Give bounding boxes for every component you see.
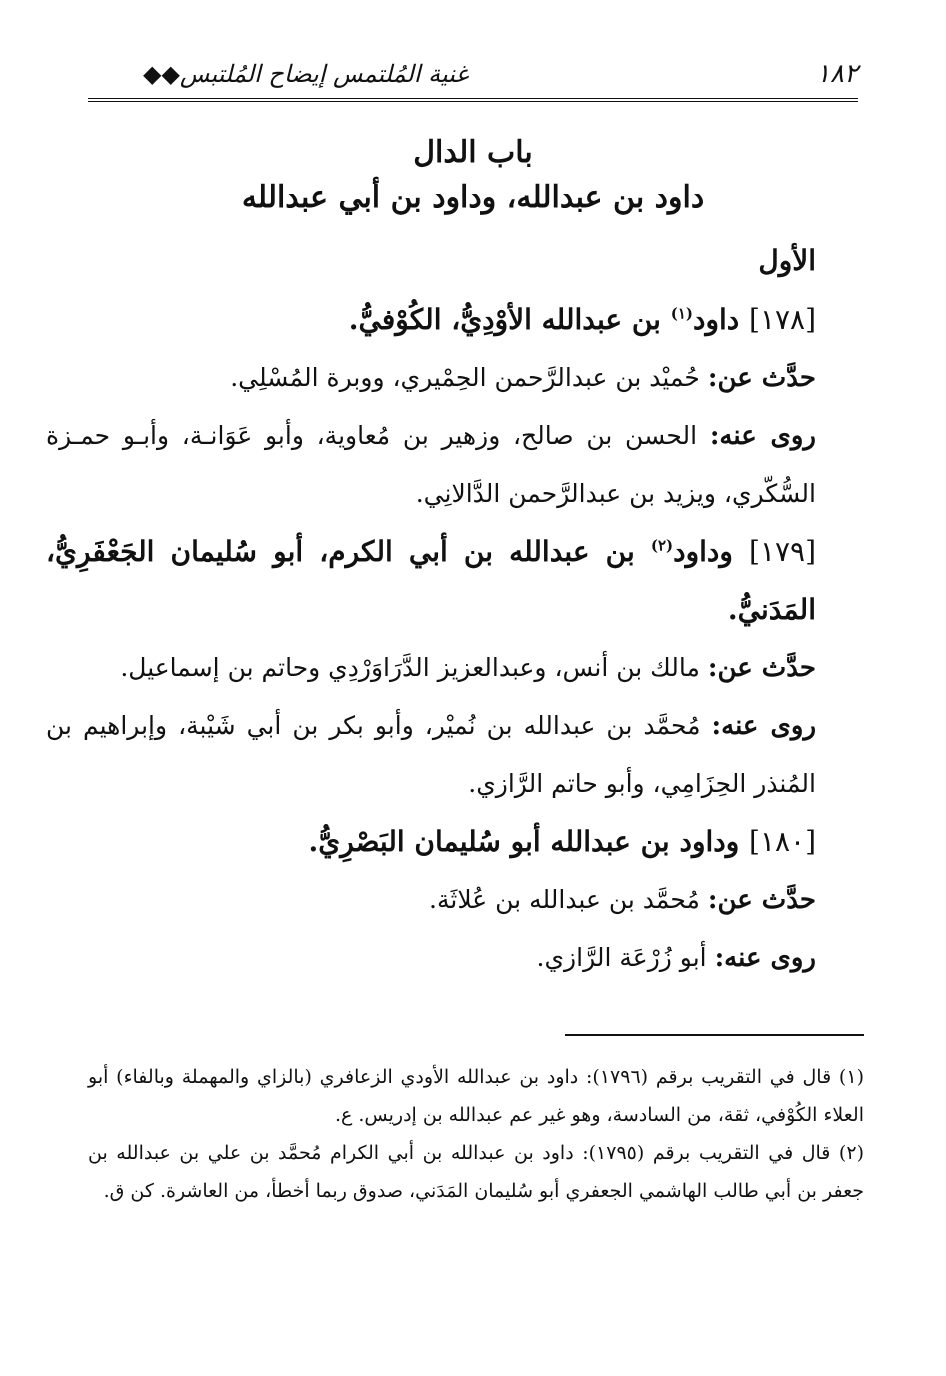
narrated-from-text: حُميْد بن عبدالرَّحمن الحِمْيري، ووبرة المُسْلِي. (230, 363, 700, 392)
narrated-from-text: مُحمَّد بن عبدالله بن عُلاثَة. (429, 885, 700, 914)
narrators (46, 697, 816, 813)
running-title: غنية المُلتمس إيضاح المُلتبس◆◆ (143, 60, 469, 88)
entry-heading (88, 813, 816, 871)
chapter-title: باب الدال (413, 135, 533, 170)
entry-name-prefix: داود (693, 303, 740, 336)
entry-heading (46, 523, 816, 639)
narrated-from (88, 871, 816, 929)
footnote: (١) قال في التقريب برقم (١٧٩٦): داود بن عبدالله الأودي الزعافري (بالزاي والمهملة وبالفاء) أبو العلاء الكُوْفي، ثقة، من السادسة، وهو غير عم عبدالله بن إدريس. ع. (88, 1066, 864, 1126)
entry-name-prefix: وداود (679, 825, 740, 858)
narrated-from-text: مالك بن أنس، وعبدالعزيز الدَّرَاوَرْدِي وحاتم بن إسماعيل. (120, 653, 700, 682)
narrated-from (88, 639, 816, 697)
narrators-text: مُحمَّد بن عبدالله بن نُميْر، وأبو بكر بن أبي شَيْبة، وإبراهيم بن المُنذر الحِزَامِي، وأبو حاتم الرَّازي. (46, 711, 816, 798)
entry-number: [١٧٩] (749, 535, 816, 568)
section-label: الأول (758, 244, 816, 277)
entry-heading (88, 291, 816, 349)
header-rule (88, 98, 858, 106)
footnote-separator (565, 1034, 864, 1036)
footnotes (88, 1058, 864, 1210)
narrators (46, 407, 816, 523)
entry-name-prefix: وداود (673, 535, 733, 568)
narrators-label: روى عنه: (709, 421, 816, 451)
narrators-text: أبو زُرْعَة الرَّازي. (536, 943, 707, 972)
narrators (88, 929, 816, 987)
entry-name: بن عبدالله أبو سُليمان البَصْرِيُّ. (308, 825, 670, 858)
narrators-label: روى عنه: (711, 711, 816, 741)
entry-name: بن عبدالله بن أبي الكرم، أبو سُليمان الجَعْفَرِيُّ، المَدَنيُّ. (46, 535, 816, 626)
footnote-ref: (١) (670, 304, 693, 323)
chapter-subheading: داود بن عبدالله، وداود بن أبي عبدالله (241, 180, 705, 215)
narrated-from (88, 349, 816, 407)
narrators-text: الحسن بن صالح، وزهير بن مُعاوية، وأبو عَوَانـة، وأبـو حمـزة السُّكّري، ويزيد بن عبدالرَّحمن الدَّالانِي. (46, 421, 816, 508)
page-body (46, 232, 816, 987)
narrated-from-label: حدَّث عن: (707, 885, 816, 915)
footnote: (٢) قال في التقريب برقم (١٧٩٥): داود بن عبدالله بن أبي الكرام مُحمَّد بن علي بن عبدالله بن جعفر بن أبي طالب الهاشمي الجعفري أبو سُليمان المَدَني، صدوق ربما أخطأ، من العاشرة. كن ق. (88, 1142, 864, 1202)
entry-name: بن عبدالله الأوْدِيُّ، الكُوْفيُّ. (348, 303, 661, 336)
page-number: ١٨٢ (816, 59, 858, 89)
narrated-from-label: حدَّث عن: (707, 653, 816, 683)
entry-number: [١٧٨] (749, 303, 816, 336)
page-header (88, 56, 858, 92)
narrated-from-label: حدَّث عن: (707, 363, 816, 393)
entry-number: [١٨٠] (749, 825, 816, 858)
narrators-label: روى عنه: (714, 943, 816, 973)
footnote-ref: (٢) (650, 536, 674, 555)
